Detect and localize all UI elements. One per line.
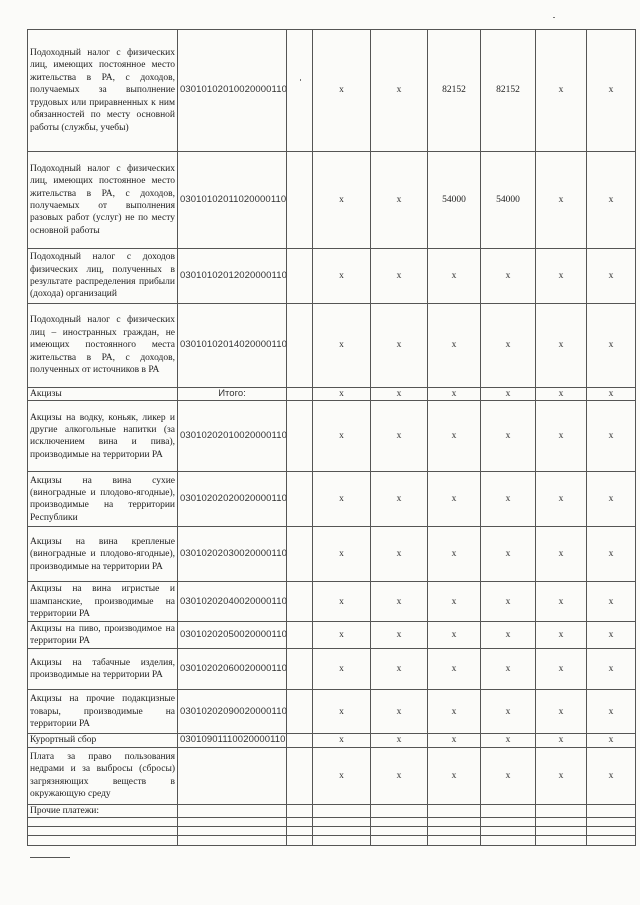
- row-cell: x: [313, 690, 371, 734]
- row-cell: [313, 804, 371, 817]
- row-cell: x: [587, 388, 636, 401]
- row-cell: x: [587, 30, 636, 152]
- row-cell: x: [536, 527, 587, 582]
- row-cell: x: [536, 582, 587, 622]
- table-row: [28, 690, 636, 734]
- row-cell: x: [371, 30, 428, 152]
- row-cell: x: [536, 304, 587, 388]
- table-row: [28, 304, 636, 388]
- row-name: Подоходный налог с доходов физических лиц, полученных в результате распределения прибыли (дохода) организаций: [28, 249, 178, 304]
- row-cell: [536, 804, 587, 817]
- row-code: 03010202010020000110: [178, 401, 287, 472]
- row-cell: x: [536, 249, 587, 304]
- row-name: Подоходный налог с физических лиц – иностранных граждан, не имеющих постоянного места жительства в РА, с доходов, полученных от источников в РА: [28, 304, 178, 388]
- row-cell: x: [428, 622, 481, 649]
- row-cell: [287, 649, 313, 690]
- row-code: [178, 804, 287, 817]
- row-name: Акцизы на водку, коньяк, ликер и другие алкогольные напитки (за исключением вина и пива), производимые на территории РА: [28, 401, 178, 472]
- row-cell: x: [481, 472, 536, 527]
- row-cell: x: [428, 649, 481, 690]
- row-cell: 82152: [428, 30, 481, 152]
- row-cell: x: [428, 690, 481, 734]
- row-cell: x: [428, 734, 481, 747]
- row-cell: x: [536, 734, 587, 747]
- row-cell: x: [428, 582, 481, 622]
- row-cell: x: [313, 747, 371, 804]
- row-cell: [587, 804, 636, 817]
- row-cell: x: [536, 388, 587, 401]
- row-cell: [287, 527, 313, 582]
- row-cell: x: [371, 401, 428, 472]
- row-code: 03010102011020000110: [178, 152, 287, 249]
- tax-revenue-table: [27, 29, 636, 846]
- table-row: [28, 649, 636, 690]
- row-code: 03010202020020000110: [178, 472, 287, 527]
- row-cell: x: [481, 622, 536, 649]
- row-cell: 54000: [428, 152, 481, 249]
- row-cell: x: [371, 649, 428, 690]
- row-cell: x: [313, 527, 371, 582]
- row-name: Акцизы на пиво, производимое на территории РА: [28, 622, 178, 649]
- row-cell: [287, 804, 313, 817]
- row-cell: x: [481, 690, 536, 734]
- row-cell: x: [428, 388, 481, 401]
- row-code: 03010102012020000110: [178, 249, 287, 304]
- row-code: 03010102014020000110: [178, 304, 287, 388]
- row-cell: x: [587, 249, 636, 304]
- row-cell: [287, 690, 313, 734]
- row-cell: x: [587, 690, 636, 734]
- scan-speck: [553, 17, 555, 18]
- row-cell: x: [587, 649, 636, 690]
- row-name: Акцизы на вина сухие (виноградные и плодово-ягодные), производимые на территории Республики: [28, 472, 178, 527]
- row-cell: x: [313, 649, 371, 690]
- row-cell: [287, 30, 313, 152]
- row-cell: x: [481, 582, 536, 622]
- row-cell: x: [481, 747, 536, 804]
- row-name: Курортный сбор: [28, 734, 178, 747]
- row-name: Акцизы на прочие подакцизные товары, производимые на территории РА: [28, 690, 178, 734]
- row-cell: x: [481, 249, 536, 304]
- table-row: [28, 401, 636, 472]
- row-cell: x: [313, 304, 371, 388]
- row-cell: x: [536, 622, 587, 649]
- row-cell: x: [587, 152, 636, 249]
- row-cell: x: [587, 582, 636, 622]
- row-cell: x: [371, 472, 428, 527]
- row-cell: [287, 249, 313, 304]
- row-cell: x: [536, 30, 587, 152]
- table-row: [28, 388, 636, 401]
- row-cell: [287, 401, 313, 472]
- row-cell: x: [587, 527, 636, 582]
- row-code: 03010202050020000110: [178, 622, 287, 649]
- row-code: Итого:: [178, 388, 287, 401]
- scan-speck: [300, 79, 301, 81]
- row-cell: x: [428, 249, 481, 304]
- row-name: Прочие платежи:: [28, 804, 178, 817]
- row-cell: x: [371, 304, 428, 388]
- row-cell: x: [536, 747, 587, 804]
- table-row: [28, 804, 636, 817]
- row-cell: x: [481, 734, 536, 747]
- table-row: [28, 30, 636, 152]
- row-cell: x: [313, 401, 371, 472]
- table-row: [28, 582, 636, 622]
- table-row: [28, 249, 636, 304]
- row-name: Плата за право пользования недрами и за выбросы (сбросы) загрязняющих веществ в окружающую среду: [28, 747, 178, 804]
- row-cell: [481, 804, 536, 817]
- row-name: Акцизы на вина игристые и шампанские, производимые на территории РА: [28, 582, 178, 622]
- row-cell: [371, 804, 428, 817]
- row-code: 03010202090020000110: [178, 690, 287, 734]
- bottom-underline: [30, 857, 70, 858]
- row-cell: [287, 582, 313, 622]
- row-cell: x: [536, 649, 587, 690]
- row-cell: [287, 747, 313, 804]
- row-cell: x: [371, 527, 428, 582]
- row-cell: x: [536, 472, 587, 527]
- row-cell: x: [481, 304, 536, 388]
- blank-row: [28, 836, 636, 846]
- row-code: 03010102010020000110: [178, 30, 287, 152]
- row-cell: 82152: [481, 30, 536, 152]
- row-cell: [287, 472, 313, 527]
- row-cell: x: [481, 649, 536, 690]
- row-name: Акцизы на табачные изделия, производимые на территории РА: [28, 649, 178, 690]
- row-cell: x: [481, 527, 536, 582]
- table-row: [28, 734, 636, 747]
- row-cell: x: [428, 747, 481, 804]
- row-code: 03010202060020000110: [178, 649, 287, 690]
- table-row: [28, 152, 636, 249]
- row-code: 03010901110020000110: [178, 734, 287, 747]
- row-cell: x: [313, 734, 371, 747]
- row-cell: x: [313, 30, 371, 152]
- row-cell: x: [371, 582, 428, 622]
- row-cell: x: [536, 401, 587, 472]
- row-cell: x: [587, 304, 636, 388]
- row-cell: x: [587, 472, 636, 527]
- table-row: [28, 527, 636, 582]
- row-cell: [287, 622, 313, 649]
- row-cell: 54000: [481, 152, 536, 249]
- row-cell: [287, 152, 313, 249]
- row-name: Подоходный налог с физических лиц, имеющих постоянное место жительства в РА, с доходов, получаемых от выполнения разовых работ (услуг) не по месту основной работы: [28, 152, 178, 249]
- blank-row: [28, 818, 636, 827]
- row-cell: x: [587, 622, 636, 649]
- row-cell: x: [428, 401, 481, 472]
- row-cell: x: [587, 734, 636, 747]
- row-cell: x: [313, 388, 371, 401]
- row-cell: x: [313, 582, 371, 622]
- row-cell: x: [313, 622, 371, 649]
- row-cell: [287, 734, 313, 747]
- row-cell: x: [371, 747, 428, 804]
- row-name: Акцизы на вина крепленые (виноградные и плодово-ягодные), производимые на территории РА: [28, 527, 178, 582]
- row-cell: x: [313, 472, 371, 527]
- row-cell: [428, 804, 481, 817]
- row-cell: [287, 388, 313, 401]
- row-cell: x: [313, 249, 371, 304]
- blank-row: [28, 827, 636, 836]
- row-cell: x: [371, 152, 428, 249]
- row-code: [178, 747, 287, 804]
- row-cell: x: [587, 747, 636, 804]
- row-cell: x: [371, 622, 428, 649]
- table-row: [28, 747, 636, 804]
- row-cell: x: [428, 472, 481, 527]
- table-row: [28, 622, 636, 649]
- row-cell: x: [536, 152, 587, 249]
- row-cell: x: [428, 304, 481, 388]
- row-code: 03010202030020000110: [178, 527, 287, 582]
- row-cell: x: [313, 152, 371, 249]
- row-cell: x: [481, 401, 536, 472]
- table-row: [28, 472, 636, 527]
- row-cell: x: [371, 734, 428, 747]
- row-code: 03010202040020000110: [178, 582, 287, 622]
- row-cell: x: [536, 690, 587, 734]
- row-cell: [287, 304, 313, 388]
- row-cell: x: [371, 388, 428, 401]
- row-cell: x: [371, 690, 428, 734]
- row-name: Акцизы: [28, 388, 178, 401]
- row-cell: x: [481, 388, 536, 401]
- row-cell: x: [371, 249, 428, 304]
- row-name: Подоходный налог с физических лиц, имеющих постоянное место жительства в РА, с доходов, получаемых за выполнение трудовых или приравненных к ним обязанностей по месту основной работы (службы, учебы): [28, 30, 178, 152]
- row-cell: x: [428, 527, 481, 582]
- row-cell: x: [587, 401, 636, 472]
